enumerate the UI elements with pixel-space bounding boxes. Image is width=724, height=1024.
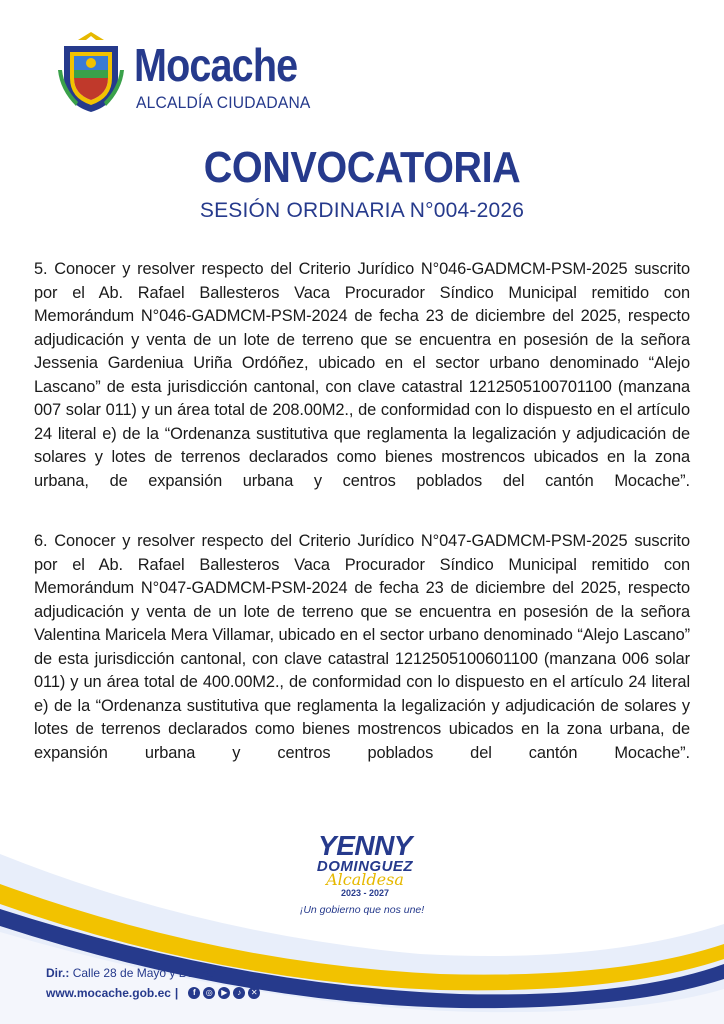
address-label: Dir.:	[46, 966, 70, 980]
footer-separator: |	[174, 986, 179, 1000]
agenda-item-5: 5. Conocer y resolver respecto del Criterio Jurídico N°046-GADMCM-PSM-2025 suscrito por el Ab. Rafael Ballesteros Vaca Procurador Síndico Municipal remitido con Memorándum N°046-GADMCM-PSM-2024 de fecha 23 de diciembre del 2025, respecto adjudicación y venta de un lote de terreno que se encuentra en posesión de la señora Jessenia Gardeniua Uriña Ordóñez, ubicado en el sector urbano denominado “Alejo Lascano” de esta jurisdicción cantonal, con clave catastral 1212505100701100 (manzana 007 solar 011) y un área total de 208.00M2., de conformidad con lo dispuesto en el artículo 24 literal e) de la “Ordenanza sustitutiva que reglamenta la legalización y adjudicación de solares y lotes de terrenos declarados como bienes mostrencos ubicados en la zona urbana, de expansión urbana y centros poblados del cantón Mocache”.	[34, 260, 690, 490]
agenda-item-6: 6. Conocer y resolver respecto del Criterio Jurídico N°047-GADMCM-PSM-2025 suscrito por el Ab. Rafael Ballesteros Vaca Procurador Síndico Municipal remitido con Memorándum N°047-GADMCM-PSM-2024 de fecha 23 de diciembre del 2025, respecto adjudicación y venta de un lote de terreno que se encuentra en posesión de la señora Valentina Maricela Mera Villamar, ubicado en el sector urbano denominado “Alejo Lascano” de esta jurisdicción cantonal, con clave catastral 1212505100601100 (manzana 006 solar 011) y un área total de 400.00M2., de conformidad con lo dispuesto en el artículo 24 literal e) de la “Ordenanza sustitutiva que reglamenta la legalización y adjudicación de solares y lotes de terrenos declarados como bienes mostrencos ubicados en la zona urbana, de expansión urbana y centros poblados del cantón Mocache”.	[34, 532, 690, 762]
facebook-icon[interactable]: f	[188, 987, 200, 999]
tiktok-icon[interactable]: ♪	[233, 987, 245, 999]
mayor-last-name: DOMINGUEZ	[316, 858, 414, 875]
document-subtitle: SESIÓN ORDINARIA N°004-2026	[199, 199, 525, 222]
header-logo	[56, 20, 356, 120]
footer-web	[46, 986, 260, 1000]
brand-name: Mocache	[134, 39, 298, 91]
slogan: ¡Un gobierno que nos une!	[299, 904, 425, 916]
footer-address	[46, 966, 216, 980]
youtube-icon[interactable]: ▶	[218, 987, 230, 999]
website-link[interactable]: www.mocache.gob.ec	[46, 986, 171, 1000]
municipal-crest-icon	[56, 30, 126, 114]
mayor-first-name: YENNY	[318, 830, 412, 861]
instagram-icon[interactable]: ◎	[203, 987, 215, 999]
term-years: 2023 - 2027	[340, 888, 390, 898]
x-icon[interactable]: ✕	[248, 987, 260, 999]
address-text: Calle 28 de Mayo y Bolívar	[72, 966, 217, 980]
mayor-role: Alcaldesa	[326, 870, 404, 889]
document-title: CONVOCATORIA	[203, 143, 521, 192]
social-icons	[188, 987, 260, 999]
brand-subtitle: ALCALDÍA CIUDADANA	[136, 93, 311, 112]
